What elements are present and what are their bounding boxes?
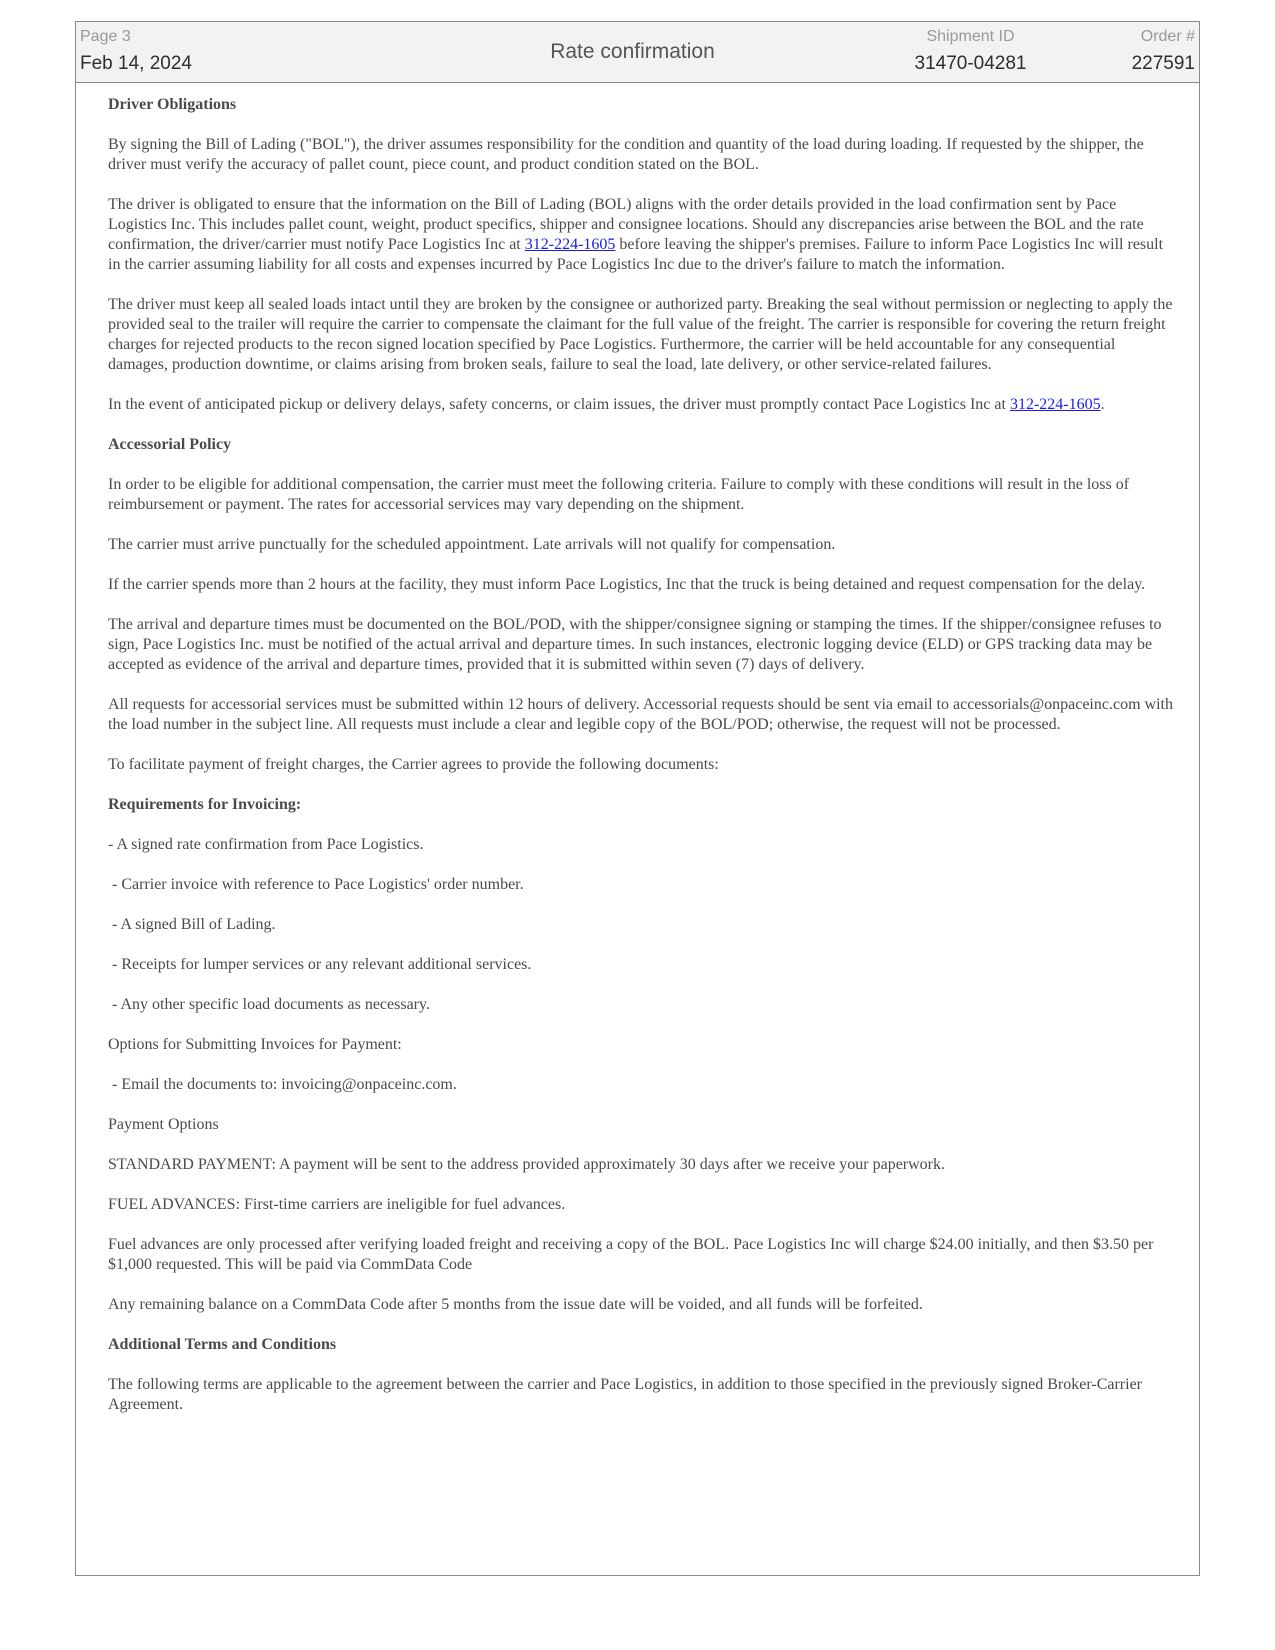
paragraph: If the carrier spends more than 2 hours at the facility, they must inform Pace Logistics, Inc that the truck is being detained and request compensation for the delay.	[108, 576, 1146, 593]
shipment-id-label: Shipment ID	[926, 28, 1015, 45]
paragraph: In order to be eligible for additional compensation, the carrier must meet the following criteria. Failure to comply with these conditions will result in the loss of reimbursement or payment. The rates for accessorial services may vary depending on the shipment.	[108, 476, 1130, 513]
paragraph: Options for Submitting Invoices for Payment:	[108, 1036, 402, 1053]
order-number-value: 227591	[1131, 53, 1195, 74]
list-item: - Any other specific load documents as necessary.	[108, 996, 430, 1013]
paragraph: The arrival and departure times must be documented on the BOL/POD, with the shipper/consignee signing or stamping the times. If the shipper/consignee refuses to sign, Pace Logistics Inc. must be notified of the actual arrival and departure times. In such instances, electronic logging device (ELD) or GPS tracking data may be accepted as evidence of the arrival and departure times, provided that it is submitted within seven (7) days of delivery.	[108, 616, 1162, 673]
document-date: Feb 14, 2024	[80, 53, 192, 74]
paragraph	[108, 195, 1178, 275]
list-item: - A signed Bill of Lading.	[108, 916, 276, 933]
shipment-id-value: 31470-04281	[914, 53, 1027, 74]
list-item: - A signed rate confirmation from Pace Logistics.	[108, 836, 424, 853]
paragraph: All requests for accessorial services must be submitted within 12 hours of delivery. Accessorial requests should be sent via email to accessorials@onpaceinc.com with the load number in the subject line. All requests must include a clear and legible copy of the BOL/POD; otherwise, the request will not be processed.	[108, 696, 1173, 733]
paragraph: The following terms are applicable to the agreement between the carrier and Pace Logistics, in addition to those specified in the previously signed Broker-Carrier Agreement.	[108, 1376, 1142, 1413]
document-title: Rate confirmation	[550, 40, 715, 63]
document-frame	[75, 21, 1200, 1576]
paragraph: By signing the Bill of Lading ("BOL"), the driver assumes responsibility for the condition and quantity of the load during loading. If requested by the shipper, the driver must verify the accuracy of pallet count, piece count, and product condition stated on the BOL.	[108, 136, 1144, 173]
paragraph: Payment Options	[108, 1116, 219, 1133]
paragraph: Any remaining balance on a CommData Code after 5 months from the issue date will be voided, and all funds will be forfeited.	[108, 1296, 923, 1313]
paragraph-text: .	[1100, 396, 1105, 413]
document-body	[108, 95, 1178, 1435]
paragraph-text: In the event of anticipated pickup or delivery delays, safety concerns, or claim issues, the driver must promptly contact Pace Logistics Inc at	[108, 396, 1010, 413]
list-item: - Email the documents to: invoicing@onpaceinc.com.	[108, 1076, 457, 1093]
paragraph: STANDARD PAYMENT: A payment will be sent to the address provided approximately 30 days after we receive your paperwork.	[108, 1156, 946, 1173]
paragraph-text: The driver is obligated to ensure that the information on the Bill of Lading (BOL) aligns with the order details provided in the load confirmation sent by Pace Logistics Inc. This includes pallet count, weight, product specifics, shipper and consignee locations. Should any discrepancies arise between the BOL and the rate confirmation, the driver/carrier must notify Pace Logistics Inc at	[108, 196, 1144, 253]
paragraph: To facilitate payment of freight charges, the Carrier agrees to provide the following documents:	[108, 756, 719, 773]
section-heading-invoicing-requirements: Requirements for Invoicing:	[108, 796, 302, 813]
paragraph: The driver must keep all sealed loads intact until they are broken by the consignee or authorized party. Breaking the seal without permission or neglecting to apply the provided seal to the trailer will require the carrier to compensate the claimant for the full value of the freight. The carrier is responsible for covering the return freight charges for rejected products to the recon signed location specified by Pace Logistics. Furthermore, the carrier will be held accountable for any consequential damages, production downtime, or claims arising from broken seals, failure to seal the load, late delivery, or other service-related failures.	[108, 296, 1173, 373]
paragraph	[108, 395, 1178, 415]
paragraph: FUEL ADVANCES: First-time carriers are ineligible for fuel advances.	[108, 1196, 566, 1213]
page-number-label: Page 3	[80, 28, 131, 45]
phone-link[interactable]: 312-224-1605	[1009, 396, 1101, 413]
list-item: - Receipts for lumper services or any relevant additional services.	[108, 956, 532, 973]
paragraph: The carrier must arrive punctually for the scheduled appointment. Late arrivals will not qualify for compensation.	[108, 536, 836, 553]
paragraph-text: before leaving the shipper's premises. Failure to inform Pace Logistics Inc will result in the carrier assuming liability for all costs and expenses incurred by Pace Logistics Inc due to the driver's failure to match the information.	[108, 236, 1164, 273]
section-heading-additional-terms: Additional Terms and Conditions	[108, 1336, 337, 1353]
list-item: - Carrier invoice with reference to Pace Logistics' order number.	[108, 876, 524, 893]
page-header	[76, 22, 1199, 83]
section-heading-driver-obligations: Driver Obligations	[108, 96, 237, 113]
section-heading-accessorial-policy: Accessorial Policy	[108, 436, 232, 453]
phone-link[interactable]: 312-224-1605	[524, 236, 616, 253]
paragraph: Fuel advances are only processed after verifying loaded freight and receiving a copy of the BOL. Pace Logistics Inc will charge $24.00 initially, and then $3.50 per $1,000 requested. This will be paid via CommData Code	[108, 1236, 1154, 1273]
order-number-label: Order #	[1140, 28, 1195, 45]
